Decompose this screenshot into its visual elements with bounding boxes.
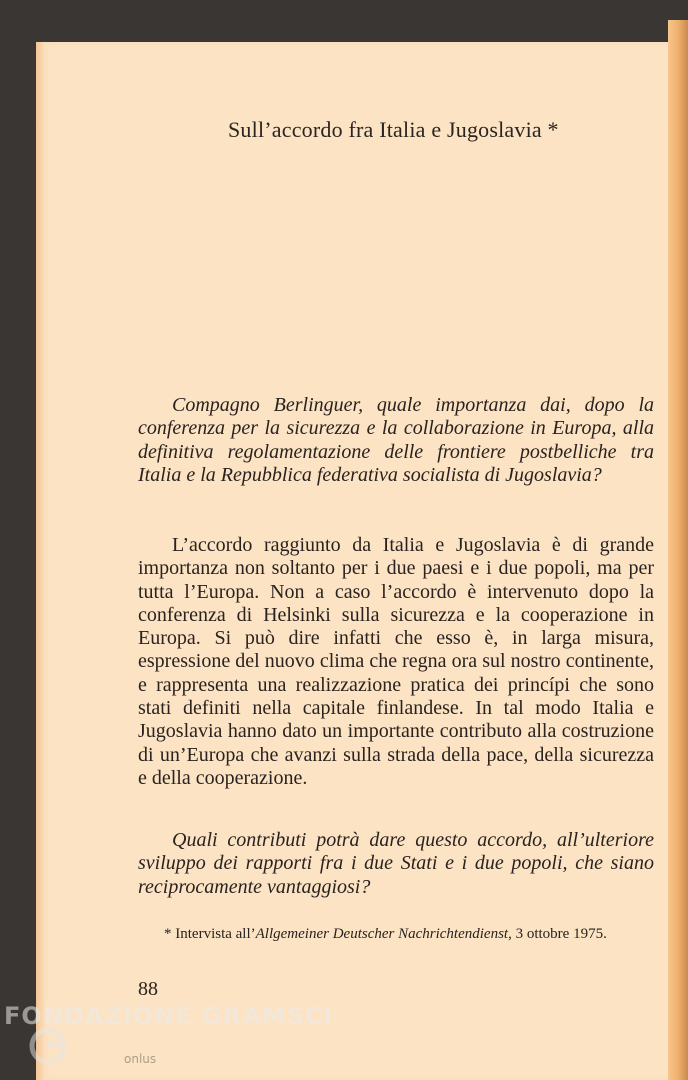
interview-answer-1: L’accordo raggiunto da Italia e Jugoslavia è di grande importanza non soltanto per i due paesi e i due popoli, ma per tutta l’Europa. Non a caso l’accordo è intervenuto dopo la conferenza di Helsinki sulla sicurezza e la cooperazione in Europa. Si può dire infatti che esso è, in larga misura, espressione del nuovo clima che regna ora sul nostro continente, e rappresenta una realizzazione pratica dei princípi che sono stati definiti nella capitale finlandese. In tal modo Italia e Jugoslavia hanno dato un importante contributo alla costruzione di un’Europa che avanzi sulla strada della pace, della sicurezza e della cooperazione. — [138, 534, 654, 789]
footnote-suffix: , 3 ottobre 1975. — [508, 926, 607, 942]
watermark-text: FONDAZIONE GRAMSCI — [4, 1002, 334, 1030]
footnote-source: Allgemeiner Deutscher Nachrichtendienst — [255, 926, 509, 942]
interview-question-2: Quali contributi potrà dare questo accordo, all’ulteriore sviluppo dei rapporti fra i due Stati e i due popoli, che siano reciprocamente vantaggiosi? — [138, 829, 654, 898]
chapter-title: Sull’accordo fra Italia e Jugoslavia * — [228, 117, 559, 142]
watermark-logo-icon — [28, 1026, 68, 1066]
footnote — [138, 925, 654, 943]
watermark-subtext: onlus — [124, 1052, 157, 1066]
footnote-prefix: * Intervista all’ — [164, 926, 256, 942]
page-gutter-shadow — [36, 42, 46, 1080]
page-number: 88 — [138, 978, 158, 1000]
interview-question-1: Compagno Berlinguer, quale importanza dai, dopo la conferenza per la sicurezza e la collaborazione in Europa, alla definitiva regolamentazione delle frontiere postbelliche tra Italia e la Repubblica federativa socialista di Jugoslavia? — [138, 394, 654, 486]
page-edge — [668, 20, 688, 1080]
